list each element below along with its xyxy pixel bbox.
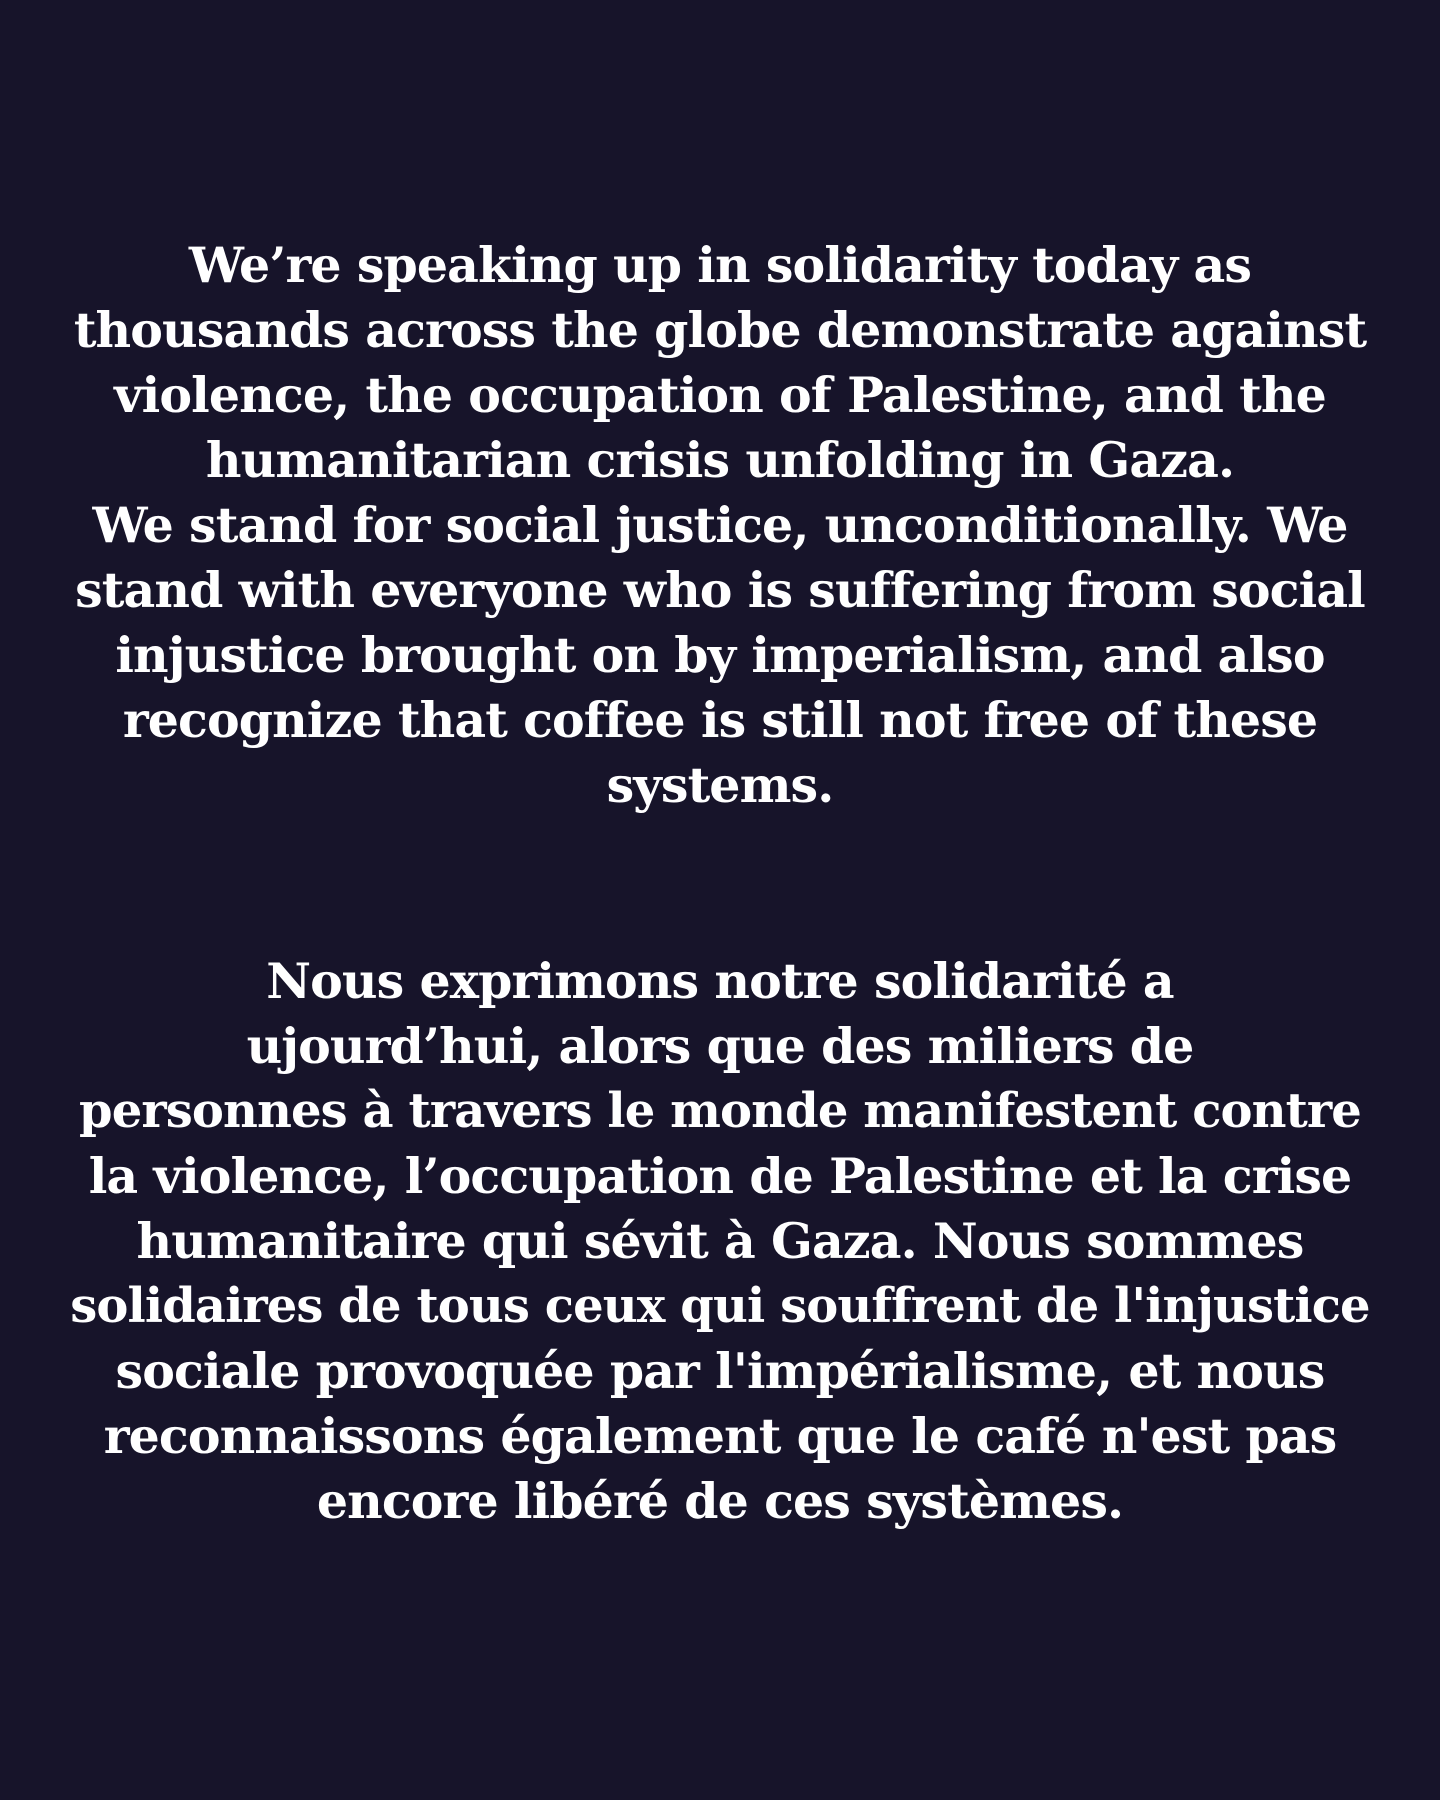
statement-line: thousands across the globe demonstrate against (73, 301, 1367, 359)
french-statement (0, 949, 1440, 1534)
statement-line: systems. (606, 756, 834, 814)
statement-line: solidaires de tous ceux qui souffrent de l'injustice (70, 1278, 1370, 1334)
statement-line: personnes à travers le monde manifestent contre (79, 1083, 1361, 1139)
statement-line: violence, the occupation of Palestine, and the (114, 366, 1326, 424)
statement-line: encore libéré de ces systèmes. (316, 1472, 1124, 1530)
statement-line: ujourd’hui, alors que des miliers de (246, 1017, 1194, 1075)
statement-line: We stand for social justice, unconditionally. We (92, 496, 1348, 554)
statement-line: la violence, l’occupation de Palestine et la crise (88, 1147, 1352, 1205)
statement-line: stand with everyone who is suffering from social (75, 561, 1365, 619)
statement-line: humanitaire qui sévit à Gaza. Nous sommes (136, 1212, 1304, 1270)
statement-line: We’re speaking up in solidarity today as (188, 236, 1252, 294)
statement-line: reconnaissons également que le café n'est pas (103, 1407, 1337, 1465)
statement-line: sociale provoquée par l'impérialisme, et nous (115, 1342, 1325, 1400)
statement-line: Nous exprimons notre solidarité a (266, 952, 1174, 1010)
statement-line: humanitarian crisis unfolding in Gaza. (205, 431, 1235, 489)
statement-line: injustice brought on by imperialism, and also (115, 626, 1325, 684)
statement-line: recognize that coffee is still not free of these (122, 691, 1318, 749)
english-statement (0, 233, 1440, 818)
